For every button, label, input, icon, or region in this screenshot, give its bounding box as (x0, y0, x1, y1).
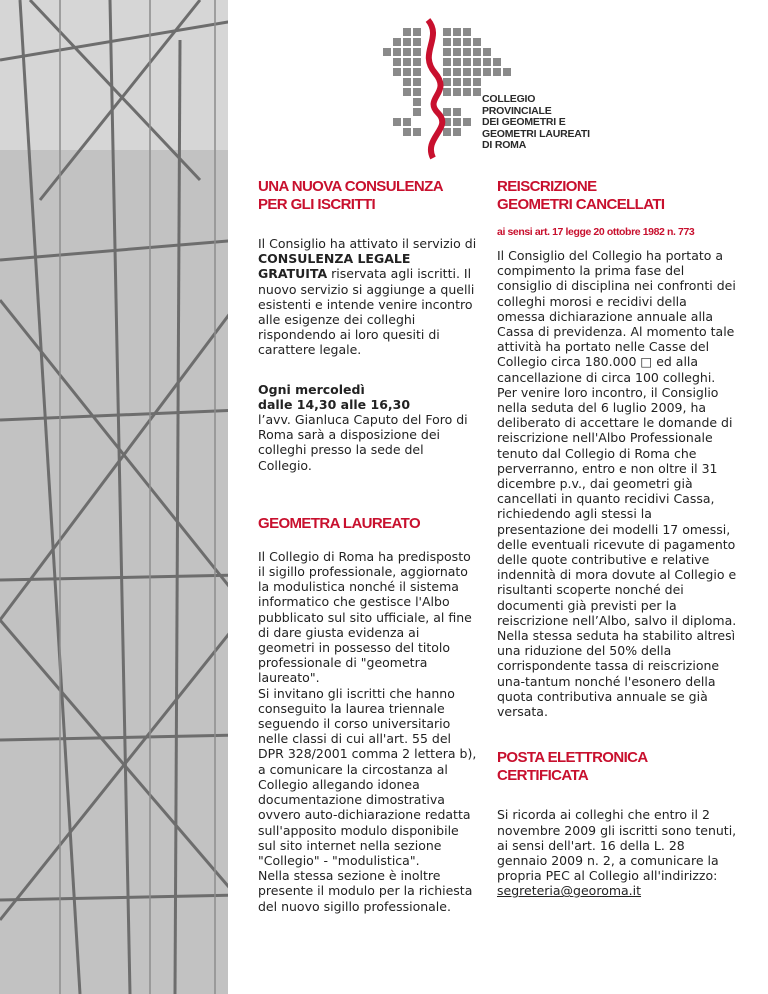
reiscrizione-paragraph: Il Consiglio del Collegio ha portato a compimento la prima fase del consiglio di disciplina nei confronti dei colleghi morosi e recidivi della omessa dichiarazione annuale alla Cassa di previdenza. Al momento tale attività ha portato nelle Casse del Collegio circa 180.000 □ ed alla cancellazione di circa 100 colleghi. Per venire loro incontro, il Consiglio nella seduta del 6 luglio 2009, ha deliberato di accettare le domande di reiscrizione nell'Albo Professionale tenuto dal Collegio di Roma che perverranno, entro e non oltre il 31 dicembre p.v., dai geometri già cancellati in quanto recidivi Cassa, richiedendo agli stessi la presentazione dei modelli 17 omessi, delle eventuali ricevute di pagamento delle quote contributive e relative indennità di mora dovute al Collegio e risultanti scoperte nonché dei documenti già previsti per la reiscrizione nell’Albo, salvo il diploma. Nella stessa seduta ha stabilito altresì una riduzione del 50% della corrispondente tassa di reiscrizione una-tantum nonché l'esonero della quota contributiva annuale se già versata. (497, 248, 737, 720)
pec-heading (497, 749, 737, 785)
heading-line: PER GLI ISCRITTI (258, 196, 376, 213)
scaffolding-illustration (0, 0, 240, 994)
logo-line: COLLEGIO (482, 93, 536, 105)
left-column (258, 178, 478, 914)
highlight-text: CONSULENZA LEGALE GRATUITA (258, 251, 411, 282)
heading-line: UNA NUOVA CONSULENZA (258, 178, 443, 195)
text: Si ricorda ai colleghi che entro il 2 novembre 2009 gli iscritti sono tenuti, ai sensi dell'art. 16 della L. 28 gennaio 2009 n. 2, a comunicare la propria PEC al Collegio all'indirizzo: (497, 807, 737, 884)
heading-line: POSTA ELETTRONICA (497, 749, 648, 767)
heading-line: GEOMETRI CANCELLATI (497, 196, 665, 213)
text: Il Consiglio ha attivato il servizio di (258, 236, 477, 251)
text: riservata agli iscritti. Il nuovo servizio si aggiunge a quelli esistenti e intende venire incontro alle esigenze dei colleghi rispondendo ai loro quesiti di carattere legale. (258, 266, 475, 358)
logo-line: PROVINCIALE (482, 104, 552, 117)
heading-line: CERTIFICATA (497, 767, 589, 785)
logo-wordmark (482, 94, 590, 152)
logo-line: GEOMETRI LAUREATI (482, 127, 590, 140)
reiscrizione-heading (497, 178, 737, 214)
text: l’avv. Gianluca Caputo del Foro di Roma sarà a disposizione dei colleghi presso la sede del Collegio. (258, 412, 468, 473)
right-column (497, 178, 737, 899)
laureato-paragraph-2: Si invitano gli iscritti che hanno conseguito la laurea triennale seguendo il corso universitario nelle classi di cui all'art. 55 del DPR 328/2001 comma 2 lettera b), a comunicare la circostanza al Collegio allegando idonea documentazione dimostrativa ovvero auto-dichiarazione redatta sull'apposito modulo disponibile sul sito internet nella sezione "Collegio" - "modulistica". (258, 685, 477, 868)
laureato-paragraph-1: Il Collegio di Roma ha predisposto il sigillo professionale, aggiornato la modulistica nonché il sistema informatico che gestisce l'Albo pubblicato sul sito ufficiale, al fine di dare giusta evidenza ai geometri in possesso del titolo professionale di "geometra laureato". (258, 548, 472, 686)
pec-paragraph (497, 807, 737, 898)
consulenza-heading (258, 178, 478, 214)
logo-line: DI ROMA (482, 139, 527, 151)
laureato-paragraph-3: Nella stessa sezione è inoltre presente il modulo per la richiesta del nuovo sigillo professionale. (258, 868, 473, 914)
day-text: Ogni mercoledì (258, 381, 365, 397)
geometra-laureato-heading: GEOMETRA LAUREATO (258, 514, 421, 532)
heading-line: REISCRIZIONE (497, 178, 597, 195)
logo-line: DEI GEOMETRI E (482, 116, 566, 128)
orari-paragraph (258, 382, 478, 473)
email-link[interactable]: segreteria@georoma.it (497, 883, 642, 899)
time-text: dalle 14,30 alle 16,30 (258, 396, 411, 412)
legal-reference: ai sensi art. 17 legge 20 ottobre 1982 n. 773 (497, 226, 695, 238)
consulenza-paragraph (258, 236, 478, 358)
